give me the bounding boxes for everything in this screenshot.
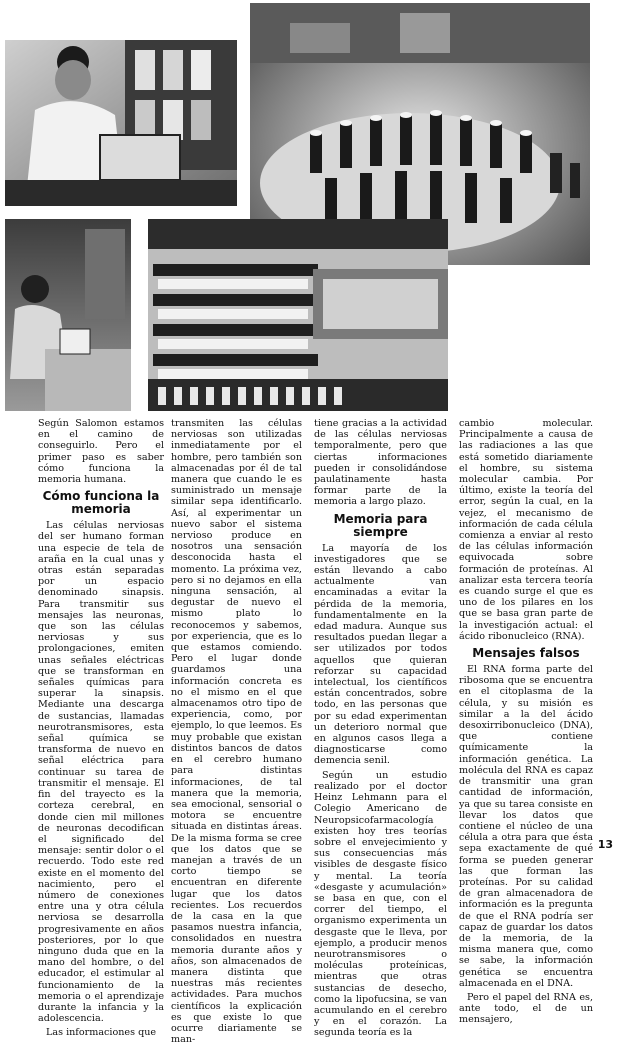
paragraph: transmiten las células nerviosas son utilizadas inmediatamente por el hombre, pero también son almacenadas por él de tal manera que cuando le es suministrado un mensaje similar sepa identificarlo. Así, al experimentar un nuevo sabor el sistema nervioso produce en nosotros una sensación desconocida hasta el momento. La próxima vez, pero si no dejamos en ella ninguna sensación, al degustar de nuevo el mismo plato lo reconocemos y sabemos, por experiencia, que es lo que estamos comiendo. Pero el lugar donde guardamos una información concreta es no el mismo en el que almacenamos otro tipo de experiencia, como, por ejemplo, lo que leemos. Es muy probable que existan distintos bancos de datos en el cerebro humano para distintas informaciones, de tal manera que la memoria, sea emocional, sensorial o motora se encuentre situada en distintas áreas. De la misma forma se cree que los datos que se manejan a través de un corto tiempo se encuentran en diferente lugar que los datos recientes. Los recuerdos de la casa en la que pasamos nuestra infancia, consolidados en nuestra memoria durante años y años, son almacenados de manera distinta que nuestras más recientes actividades. Para muchos científicos la explicación es que existe lo que ocurre diariamente se man- [171, 418, 302, 1046]
section-heading: Memoria para siempre [333, 511, 428, 539]
section-heading: Cómo funciona la memoria [42, 489, 160, 517]
paragraph: Las informaciones que [46, 1027, 157, 1039]
photo-computer-memory-equipment-image [148, 219, 448, 411]
text-column-3 [314, 418, 447, 1042]
photo-man-with-device [5, 40, 237, 206]
paragraph: Según Salomon estamos en el camino de conseguirlo. Pero el primer paso es saber cómo funciona la memoria humana. [38, 418, 164, 486]
paragraph: cambio molecular. Principalmente a causa de las radiaciones a las que está sometido diariamente el hombre, su sistema molecular cambia. Por último, existe la teoría del error, según la cual, en la vejez, el mecanismo de información de cada célula comienza a enviar al resto de las células información equivocada sobre formación de proteínas. Al analizar esta tercera teoría es cuando surge el que es uno de los pilares en los que se basa gran parte de la investigación actual: el ácido ribonucleico (RNA). [459, 418, 593, 642]
paragraph: tiene gracias a la actividad de las células nerviosas temporalmente, pero que ciertas informaciones pueden ir consolidándose paulatinamente hasta formar parte de la memoria a largo plazo. [314, 418, 447, 508]
photo-computer-memory-equipment [148, 219, 448, 411]
paragraph: Pero el papel del RNA es, ante todo, el de un mensajero, [459, 991, 593, 1026]
paragraph: El RNA forma parte del ribosoma que se encuentra en el citoplasma de la célula, y su misión es similar a la del ácido desoxirribonucleico (DNA), que contiene químicamente la información genética. La molécula del RNA es capaz de transmitir una gran cantidad de información, ya que su tarea consiste en llevar los datos que contiene el núcleo de una célula a otra para que ésta sepa exactamente de qué forma se pueden generar las que forman las proteínas. Por su calidad de gran almacenadora de información es la pregunta de que el RNA podría ser capaz de guardar los datos de la memoria, de la misma manera que, como se sabe, la información genética se encuentra almacenada en el DNA. [459, 664, 593, 989]
page-number: 13 [597, 838, 613, 851]
paragraph: Las células nerviosas del ser humano forman una especie de tela de araña en la cual unas y otras están separadas por un espacio denominado sinapsis. Para transmitir sus mensajes las neuronas, que son las células nerviosas y sus prolongaciones, emiten unas señales eléctricas que se transforman en señales químicas para superar la sinapsis. Mediante una descarga de sustancias, llamadas neurotransmisores, esta señal química se transforma de nuevo en señal eléctrica para continuar su tarea de transmitir el mensaje. El fin del trayecto es la corteza cerebral, en donde cien mil millones de neuronas decodifican el significado del mensaje: sentir dolor o el recuerdo. Todo este red existe en el momento del nacimiento, pero el número de conexiones entre una y otra célula nerviosa se desarrolla progresivamente en años posteriores, por lo que ninguno duda que en la mano del hombre, o del educador, el estimular al funcionamiento de la memoria o el aprendizaje durante la infancia y la adolescencia. [38, 520, 164, 1025]
text-column-2 [171, 418, 302, 1048]
photo-person-at-lab-bench-image [5, 219, 131, 411]
text-column-1 [38, 418, 164, 1042]
text-column-4 [459, 418, 593, 1029]
section-heading: Mensajes falsos [472, 646, 580, 661]
paragraph: Según un estudio realizado por el doctor Heinz Lehmann para el Colegio Americano de Neuropsicofarmacología existen hoy tres teorías sobre el envejecimiento y sus consecuencias más visibles de desgaste físico y mental. La teoría «desgaste y acumulación» se basa en que, con el correr del tiempo, el organismo experimenta un desgaste que le lleva, por ejemplo, a producir menos neurotransmisores o moléculas proteínicas, mientras que otras sustancias de desecho, como la lipofucsina, se van acumulando en el cerebro y en el corazón. La segunda teoría es la [314, 769, 447, 1039]
photo-man-with-device-image [5, 40, 237, 206]
paragraph: La mayoría de los investigadores que se están llevando a cabo actualmente van encaminadas a evitar la pérdida de la memoria, fundamentalmente en la edad madura. Aunque sus resultados puedan llegar a ser utilizados por todos aquellos que quieran reforzar su capacidad intelectual, los científicos están concentrados, sobre todo, en las personas que por su edad experimentan un deterioro normal que en algunos casos llega a diagnosticarse como demencia senil. [314, 542, 447, 767]
photo-person-at-lab-bench [5, 219, 131, 411]
